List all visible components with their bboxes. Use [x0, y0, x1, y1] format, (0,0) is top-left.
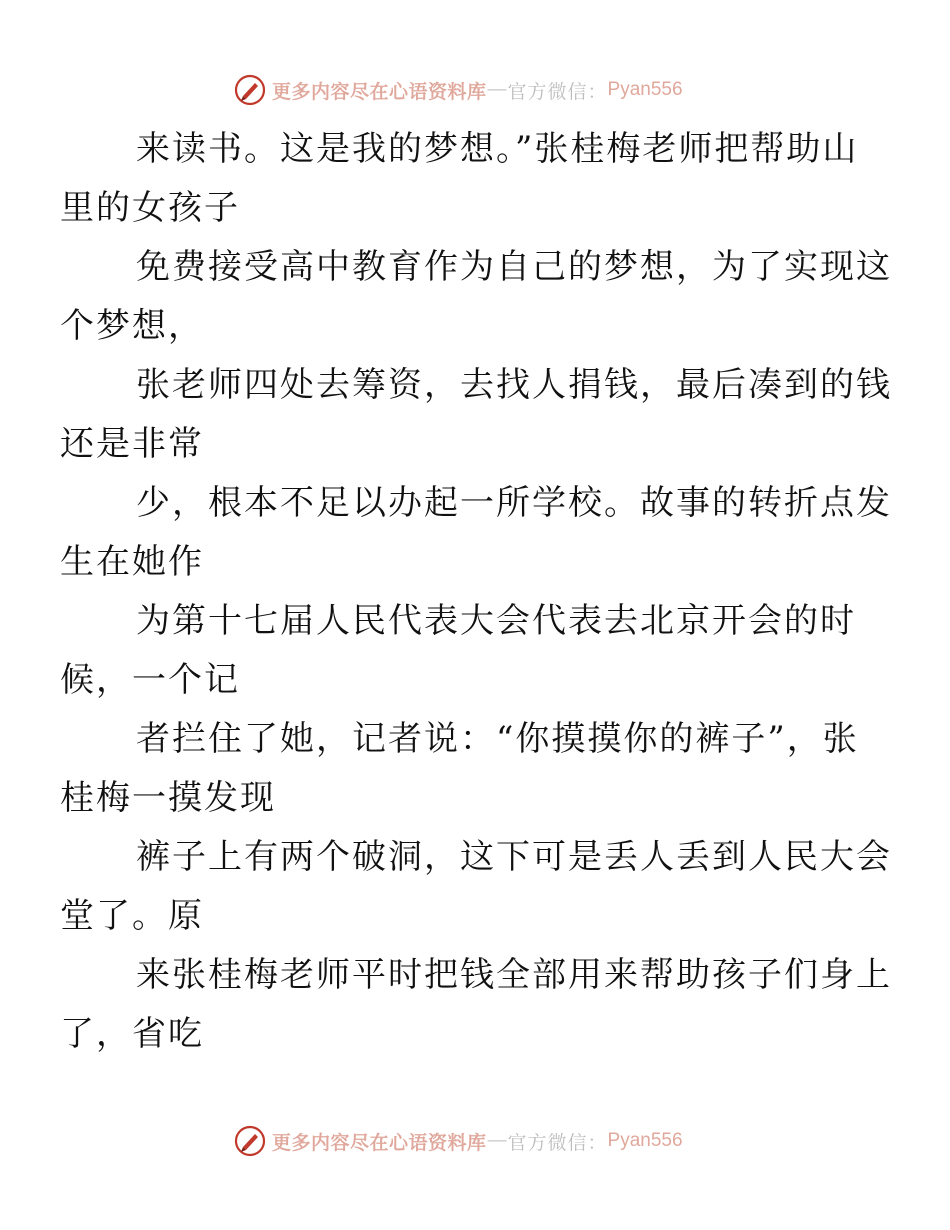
paragraph-line: 为第十七届人民代表大会代表去北京开会的时 — [136, 601, 856, 641]
paragraph — [60, 828, 892, 946]
paragraph — [60, 946, 892, 1064]
paragraph-line: 候，一个记 — [60, 660, 240, 700]
watermark-wechat-id: Pyan556 — [607, 1130, 683, 1151]
footer-watermark — [234, 1123, 683, 1159]
paragraph-line: 生在她作 — [60, 542, 204, 582]
watermark-dash: — — [487, 79, 507, 100]
paragraph — [60, 710, 859, 828]
watermark-wechat-label: 官方微信： — [507, 80, 608, 103]
red-pen-emblem-icon — [234, 1125, 266, 1157]
paragraph-line: 个梦想， — [60, 306, 204, 346]
paragraph-line: 里的女孩子 — [60, 188, 240, 228]
paragraph-line: 来读书。这是我的梦想。”张桂梅老师把帮助山 — [136, 129, 859, 169]
document-body — [60, 120, 892, 1064]
watermark-text: 更多内容尽在心语资料库 — [272, 80, 487, 103]
paragraph-line: 堂了。原 — [60, 896, 204, 936]
watermark-wechat-label: 官方微信： — [507, 1131, 608, 1154]
paragraph — [60, 592, 858, 710]
paragraph-line: 少，根本不足以办起一所学校。故事的转折点发 — [136, 483, 892, 523]
paragraph — [60, 120, 859, 238]
watermark-text: 更多内容尽在心语资料库 — [272, 1131, 487, 1154]
paragraph-line: 来张桂梅老师平时把钱全部用来帮助孩子们身上 — [136, 955, 892, 995]
paragraph-line: 张老师四处去筹资，去找人捐钱，最后凑到的钱 — [136, 365, 892, 405]
watermark-wechat-id: Pyan556 — [607, 79, 683, 100]
paragraph-line: 桂梅一摸发现 — [60, 778, 276, 818]
paragraph-line: 裤子上有两个破洞，这下可是丢人丢到人民大会 — [136, 837, 892, 877]
paragraph-line: 了，省吃 — [60, 1014, 204, 1054]
paragraph — [60, 356, 892, 474]
paragraph-line: 免费接受高中教育作为自己的梦想，为了实现这 — [136, 247, 892, 287]
paragraph — [60, 474, 892, 592]
watermark-dash: — — [487, 1130, 507, 1151]
paragraph-line: 还是非常 — [60, 424, 204, 464]
paragraph-line: 者拦住了她，记者说：“你摸摸你的裤子”，张 — [136, 719, 859, 759]
red-pen-emblem-icon — [234, 74, 266, 106]
paragraph — [60, 238, 892, 356]
header-watermark — [234, 72, 683, 108]
